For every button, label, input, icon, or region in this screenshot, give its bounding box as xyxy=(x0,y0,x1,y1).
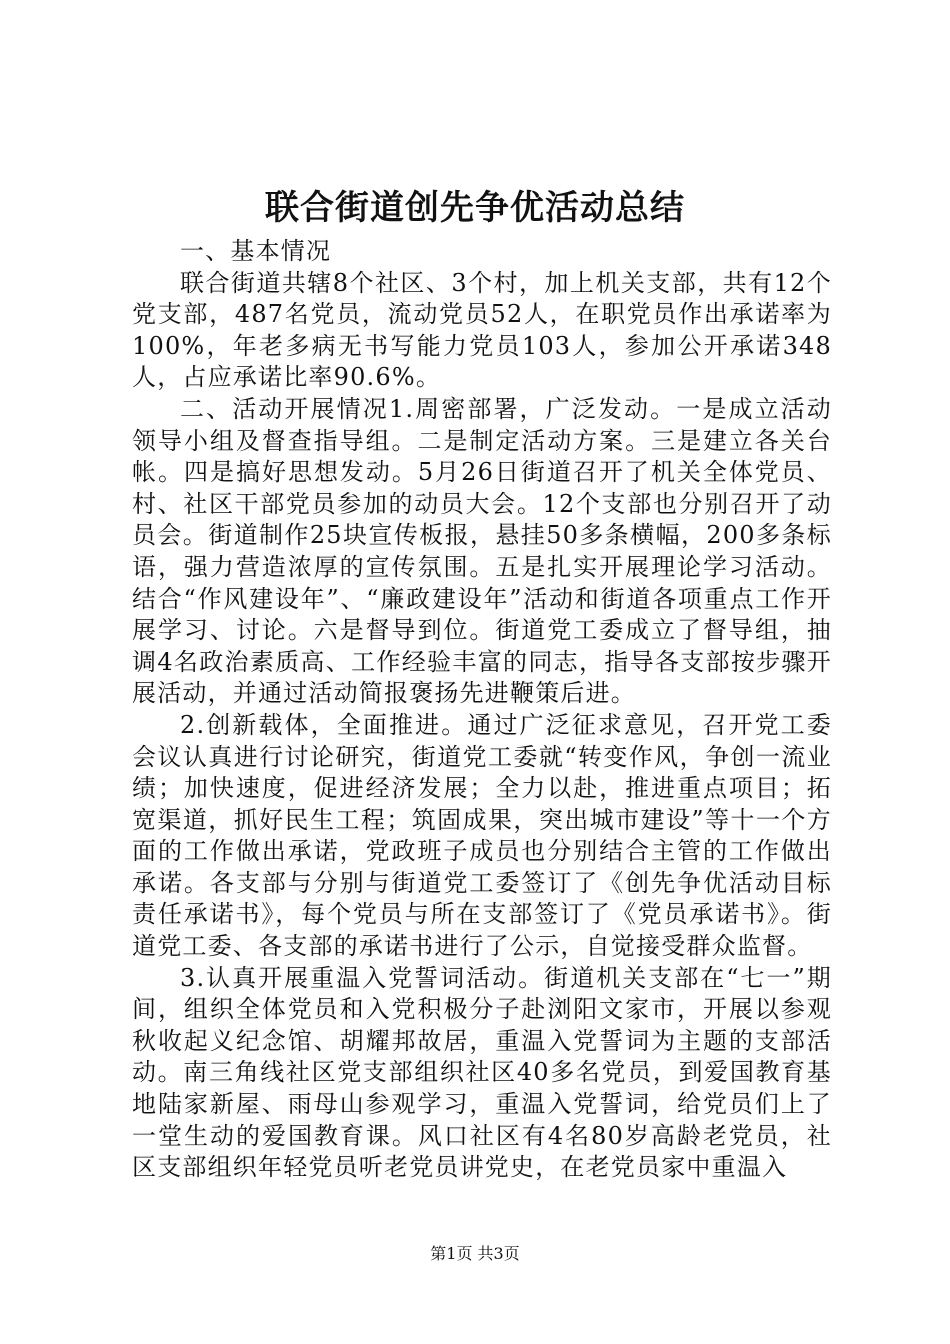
section-heading-basic: 一、基本情况 xyxy=(180,237,332,265)
paragraph: 2.创新载体，全面推进。通过广泛征求意见，召开党工委会议认真进行讨论研究，街道党工委就“转变作风，争创一流业绩；加快速度，促进经济发展；全力以赴，推进重点项目；拓宽渠道，抓好民生工程；筑固成果，突出城市建设”等十一个方面的工作做出承诺，党政班子成员也分别结合主管的工作做出承诺。各支部与分别与街道党工委签订了《创先争优活动目标责任承诺书》，每个党员与所在支部签订了《党员承诺书》。街道党工委、各支部的承诺书进行了公示，自觉接受群众监督。 xyxy=(132,710,832,961)
page-footer: 第1页 共3页 xyxy=(430,1244,520,1263)
paragraph: 联合街道共辖8个社区、3个村，加上机关支部，共有12个党支部，487名党员，流动党员52人，在职党员作出承诺率为100%，年老多病无书写能力党员103人，参加公开承诺348人，占应承诺比率90.6%。 xyxy=(132,268,832,392)
paragraph: 二、活动开展情况1.周密部署，广泛发动。一是成立活动领导小组及督查指导组。二是制定活动方案。三是建立各关台帐。四是搞好思想发动。5月26日街道召开了机关全体党员、村、社区干部党员参加的动员大会。12个支部也分别召开了动员会。街道制作25块宣传板报，悬挂50多条横幅，200多条标语，强力营造浓厚的宣传氛围。五是扎实开展理论学习活动。结合“作风建设年”、“廉政建设年”活动和街道各项重点工作开展学习、讨论。六是督导到位。街道党工委成立了督导组，抽调4名政治素质高、工作经验丰富的同志，指导各支部按步骤开展活动，并通过活动简报褒扬先进鞭策后进。 xyxy=(132,394,832,708)
paragraph: 3.认真开展重温入党誓词活动。街道机关支部在“七一”期间，组织全体党员和入党积极分子赴浏阳文家市，开展以参观秋收起义纪念馆、胡耀邦故居，重温入党誓词为主题的支部活动。南三角线社区党支部组织社区40多名党员，到爱国教育基地陆家新屋、雨母山参观学习，重温入党誓词，给党员们上了一堂生动的爱国教育课。风口社区有4名80岁高龄老党员，社区支部组织年轻党员听老党员讲党史，在老党员家中重温入 xyxy=(132,963,832,1182)
document-body xyxy=(132,236,832,1184)
document-title: 联合街道创先争优活动总结 xyxy=(265,188,685,228)
